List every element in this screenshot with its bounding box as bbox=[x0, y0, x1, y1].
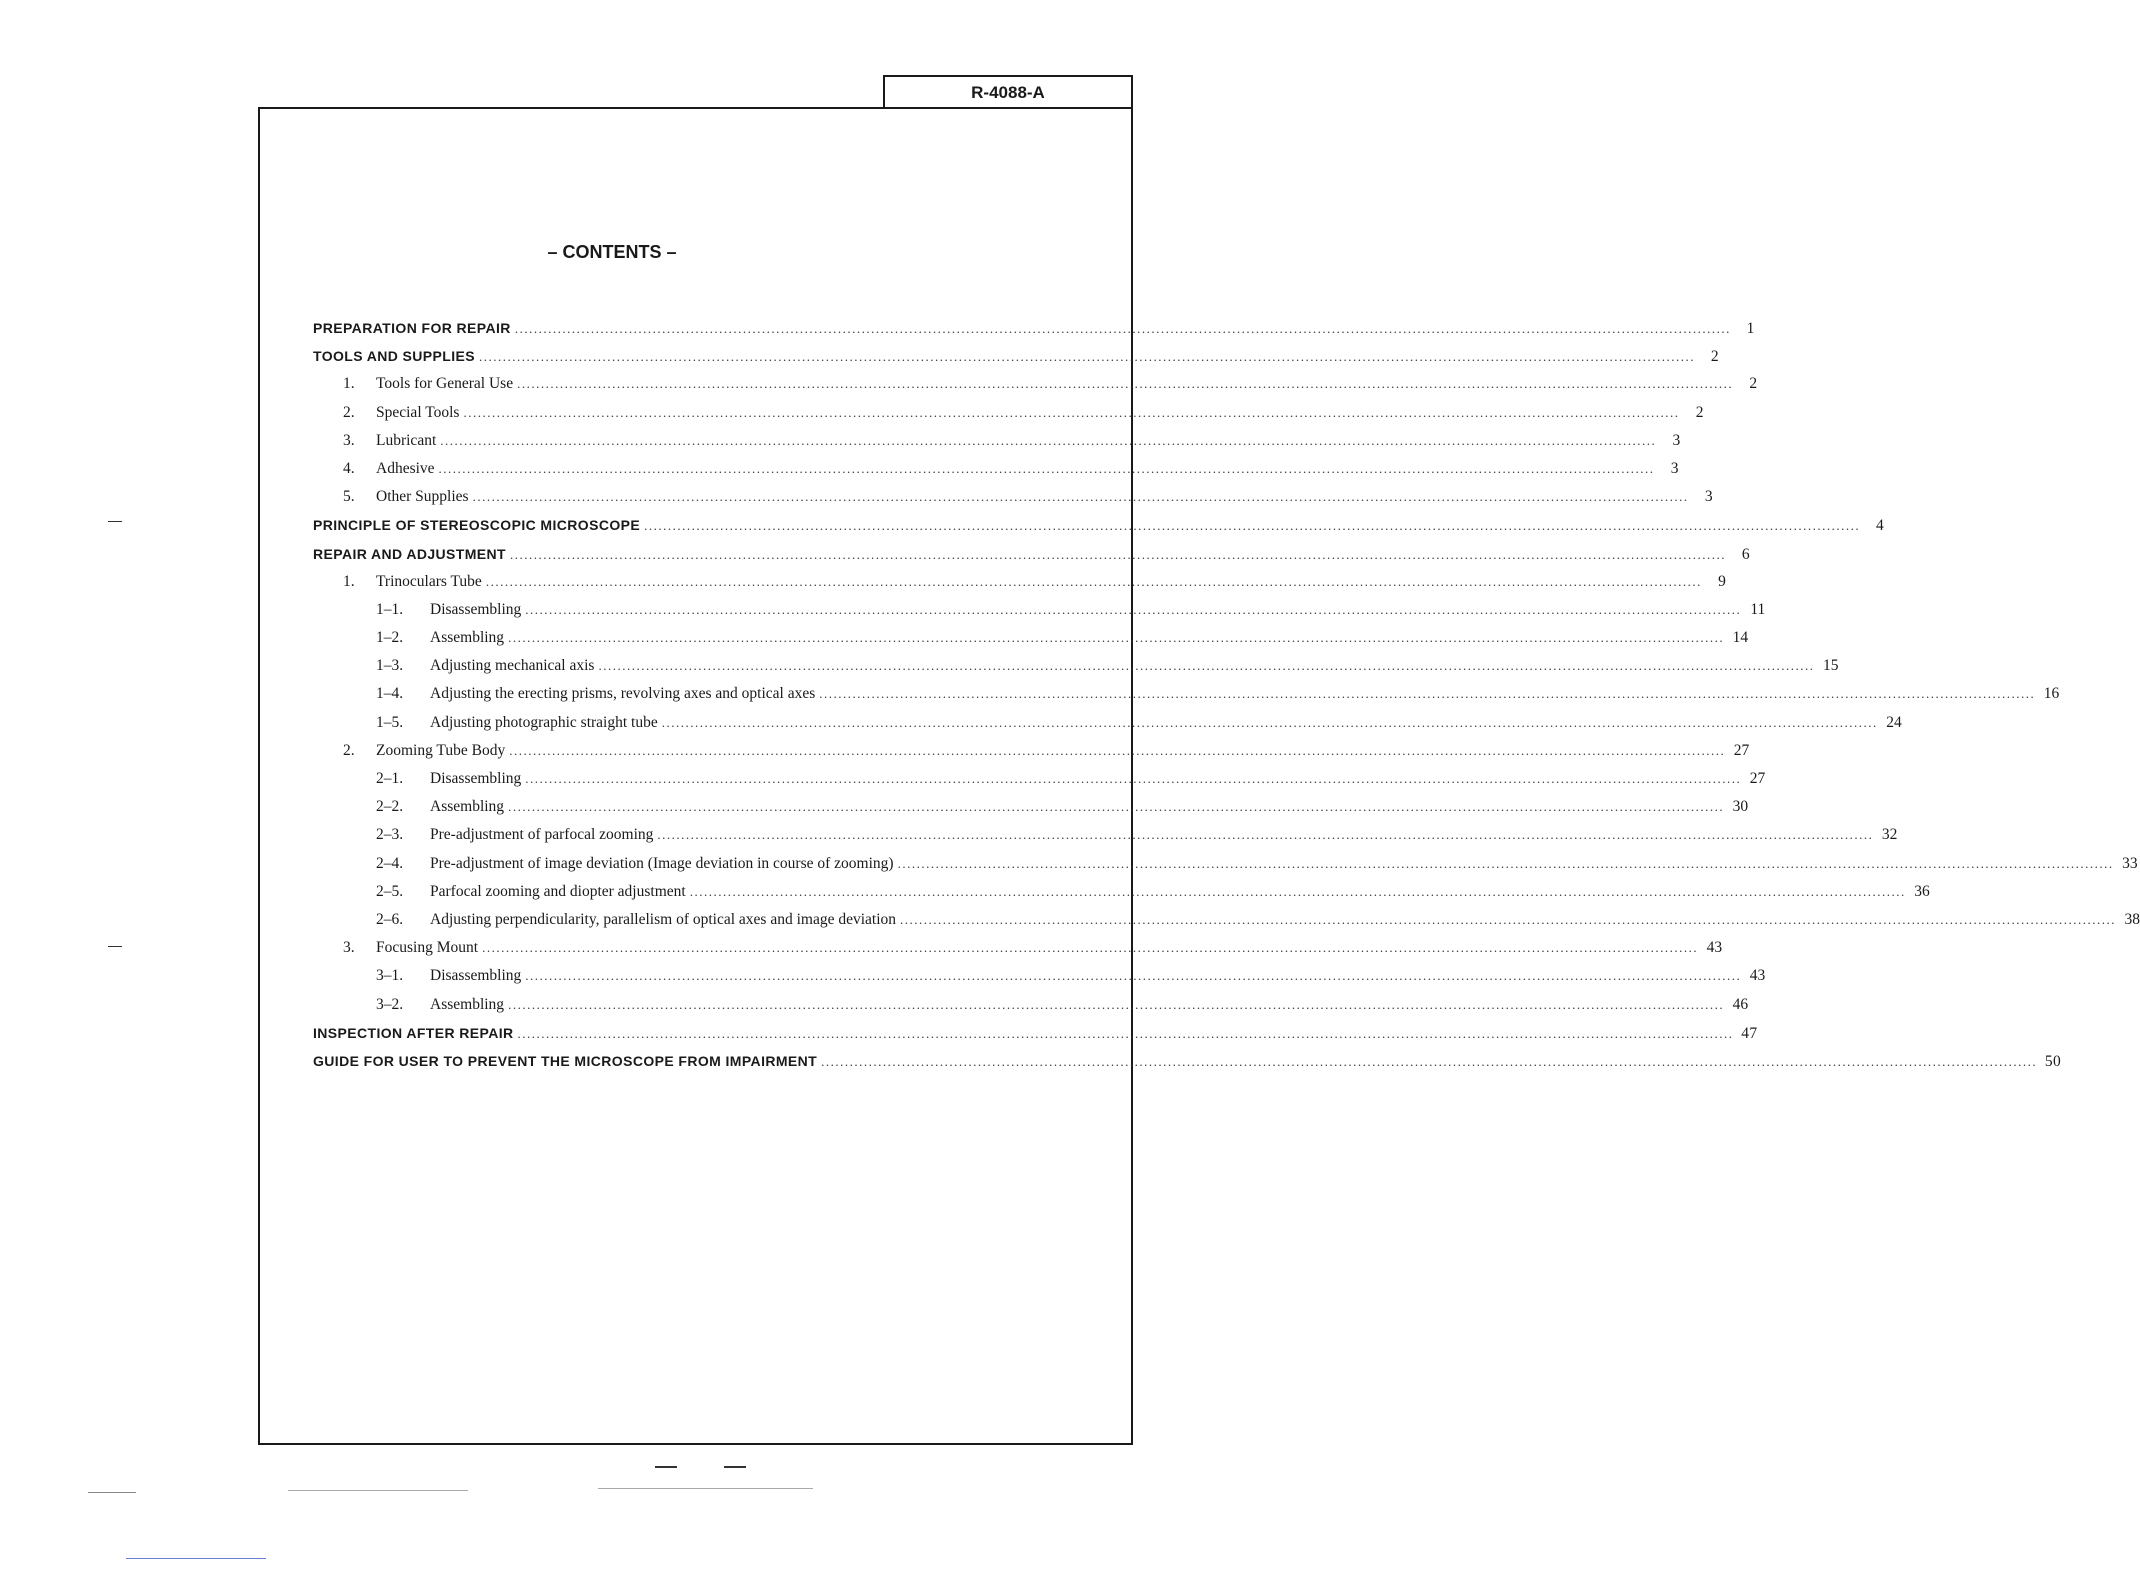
document-code: R-4088-A bbox=[971, 83, 1045, 102]
toc-entry-number: 2–5. bbox=[376, 882, 404, 900]
toc-leader-dots: ................................................................................................................................................................................................................................................................ bbox=[644, 518, 1861, 534]
toc-leader-dots: ................................................................................................................................................................................................................................................................ bbox=[517, 376, 1734, 392]
toc-entry-page: 24 bbox=[1886, 713, 1902, 731]
toc-leader-dots: ................................................................................................................................................................................................................................................................ bbox=[897, 855, 2114, 871]
toc-leader-dots: ................................................................................................................................................................................................................................................................ bbox=[509, 742, 1726, 758]
toc-entry-number: 1–1. bbox=[376, 600, 404, 618]
toc-entry bbox=[313, 399, 1704, 427]
toc-entry-title: Assembling bbox=[430, 629, 505, 647]
toc-entry-page: 3 bbox=[1672, 431, 1681, 449]
toc-entry-title: Adjusting photographic straight tube bbox=[430, 713, 658, 731]
toc-leader-dots: ................................................................................................................................................................................................................................................................ bbox=[510, 546, 1726, 562]
toc-entry-title: REPAIR AND ADJUSTMENT bbox=[313, 545, 506, 562]
toc-leader-dots: ................................................................................................................................................................................................................................................................ bbox=[657, 827, 1874, 843]
toc-entry-page: 16 bbox=[2043, 685, 2060, 703]
footer-rule-1 bbox=[88, 1492, 136, 1493]
contents-title: – CONTENTS – bbox=[547, 242, 677, 262]
toc-leader-dots: ................................................................................................................................................................................................................................................................ bbox=[472, 489, 1689, 505]
toc-entry-number: 2–1. bbox=[376, 770, 404, 787]
toc-entry-page: 47 bbox=[1741, 1024, 1758, 1042]
toc-leader-dots: ................................................................................................................................................................................................................................................................ bbox=[514, 321, 1731, 336]
toc-entry bbox=[313, 737, 1750, 765]
toc-leader-dots: ................................................................................................................................................................................................................................................................ bbox=[517, 1025, 1734, 1041]
toc-entry-page: 2 bbox=[1710, 348, 1719, 366]
toc-entry-number: 2–3. bbox=[376, 826, 404, 844]
toc-entry-title: Pre-adjustment of image deviation (Image deviation in course of zooming) bbox=[430, 854, 894, 872]
toc-entry-number: 1. bbox=[343, 572, 355, 590]
toc-entry bbox=[313, 793, 1749, 821]
toc-entry-page: 3 bbox=[1670, 459, 1679, 477]
toc-entry-page: 43 bbox=[1749, 967, 1766, 985]
toc-entry-title: Special Tools bbox=[376, 403, 460, 421]
toc-entry-title: Assembling bbox=[430, 798, 505, 816]
toc-entry-title: Adjusting mechanical axis bbox=[430, 657, 595, 675]
toc-entry bbox=[313, 962, 1766, 990]
toc-entry-number: 1–2. bbox=[376, 629, 404, 647]
toc-entry bbox=[313, 765, 1766, 793]
toc-entry bbox=[313, 511, 1885, 539]
toc-leader-dots: ................................................................................................................................................................................................................................................................ bbox=[482, 940, 1699, 956]
toc-leader-dots: ................................................................................................................................................................................................................................................................ bbox=[821, 1053, 2038, 1069]
toc-leader-dots: ................................................................................................................................................................................................................................................................ bbox=[508, 630, 1725, 646]
toc-entry-title: GUIDE FOR USER TO PREVENT THE MICROSCOPE FROM IMPAIRMENT bbox=[313, 1052, 818, 1069]
toc-entry-title: Focusing Mount bbox=[376, 939, 479, 957]
toc-entry bbox=[313, 455, 1679, 483]
toc-entry bbox=[313, 568, 1726, 596]
toc-entry-page: 11 bbox=[1750, 600, 1766, 618]
toc-entry-number: 5. bbox=[343, 488, 355, 506]
toc-entry bbox=[313, 596, 1766, 624]
toc-entry-title: Adjusting the erecting prisms, revolving axes and optical axes bbox=[430, 685, 816, 703]
toc-entry-title: INSPECTION AFTER REPAIR bbox=[313, 1024, 514, 1041]
toc-entry-title: Other Supplies bbox=[376, 488, 469, 506]
toc-entry-number: 2–6. bbox=[376, 910, 404, 928]
toc-entry-title: PREPARATION FOR REPAIR bbox=[313, 320, 511, 336]
footer-dash-2 bbox=[724, 1466, 746, 1468]
toc-entry bbox=[313, 709, 1902, 737]
toc-entry-number: 2. bbox=[343, 403, 355, 421]
toc-entry-number: 3. bbox=[343, 431, 355, 449]
toc-entry bbox=[313, 342, 1719, 370]
toc-entry bbox=[313, 1047, 2062, 1075]
toc-entry bbox=[313, 680, 2060, 708]
toc-entry bbox=[313, 821, 1898, 849]
toc-entry-page: 38 bbox=[2124, 910, 2140, 928]
toc-entry bbox=[313, 314, 1755, 342]
toc-entry-page: 30 bbox=[1732, 798, 1749, 816]
toc-entry-number: 3–1. bbox=[376, 967, 404, 985]
toc-entry-title: Adjusting perpendicularity, parallelism of optical axes and image deviation bbox=[430, 910, 897, 928]
toc-entry bbox=[313, 427, 1681, 455]
toc-entry-number: 2–2. bbox=[376, 798, 404, 816]
footer-rule-3 bbox=[598, 1488, 813, 1489]
document-code-tab bbox=[883, 75, 1133, 109]
toc-entry-title: Parfocal zooming and diopter adjustment bbox=[430, 882, 686, 900]
toc-entry-number: 3–2. bbox=[376, 995, 404, 1013]
toc-entry-title: TOOLS AND SUPPLIES bbox=[313, 348, 475, 365]
toc-entry-page: 1 bbox=[1746, 320, 1755, 337]
toc-leader-dots: ................................................................................................................................................................................................................................................................ bbox=[661, 714, 1878, 730]
toc-entry-page: 27 bbox=[1749, 770, 1766, 787]
toc-entry bbox=[313, 850, 2138, 878]
toc-entry-title: Disassembling bbox=[430, 770, 522, 787]
toc-leader-dots: ................................................................................................................................................................................................................................................................ bbox=[819, 686, 2036, 702]
toc-entry bbox=[313, 878, 1930, 906]
toc-entry-page: 9 bbox=[1718, 572, 1726, 590]
toc-entry-number: 4. bbox=[343, 459, 355, 477]
toc-entry-page: 43 bbox=[1706, 939, 1723, 957]
toc-entry-number: 2. bbox=[343, 741, 355, 759]
toc-entry bbox=[313, 540, 1750, 568]
toc-entry bbox=[313, 483, 1713, 511]
toc-entry bbox=[313, 991, 1749, 1019]
table-of-contents bbox=[313, 314, 2140, 1075]
toc-entry-number: 2–4. bbox=[376, 854, 404, 872]
toc-entry-page: 50 bbox=[2044, 1052, 2062, 1070]
toc-entry-title: Trinoculars Tube bbox=[376, 572, 482, 590]
toc-entry-title: Lubricant bbox=[376, 431, 437, 449]
toc-leader-dots: ................................................................................................................................................................................................................................................................ bbox=[485, 573, 1702, 589]
toc-entry bbox=[313, 1019, 1758, 1047]
toc-leader-dots: ................................................................................................................................................................................................................................................................ bbox=[479, 349, 1695, 365]
toc-entry-page: 32 bbox=[1881, 826, 1898, 844]
footer-rule-2 bbox=[288, 1490, 468, 1491]
toc-entry-title: Disassembling bbox=[430, 967, 522, 985]
toc-entry bbox=[313, 906, 2140, 934]
toc-entry bbox=[313, 624, 1749, 652]
toc-entry bbox=[313, 652, 1839, 680]
scan-mark-left-1 bbox=[108, 521, 122, 522]
footer-dash-1 bbox=[655, 1466, 677, 1468]
toc-leader-dots: ................................................................................................................................................................................................................................................................ bbox=[508, 799, 1725, 815]
toc-entry-page: 27 bbox=[1733, 741, 1750, 759]
toc-entry-title: PRINCIPLE OF STEREOSCOPIC MICROSCOPE bbox=[313, 517, 641, 534]
toc-entry bbox=[313, 934, 1723, 962]
toc-entry-page: 15 bbox=[1822, 657, 1839, 675]
toc-leader-dots: ................................................................................................................................................................................................................................................................ bbox=[900, 911, 2117, 927]
toc-entry-page: 46 bbox=[1732, 995, 1749, 1013]
toc-entry-title: Disassembling bbox=[430, 600, 522, 618]
toc-entry-number: 1–5. bbox=[376, 713, 404, 731]
toc-entry-page: 3 bbox=[1704, 488, 1713, 506]
toc-entry-title: Pre-adjustment of parfocal zooming bbox=[430, 826, 654, 844]
toc-entry-title: Assembling bbox=[430, 995, 505, 1013]
toc-leader-dots: ................................................................................................................................................................................................................................................................ bbox=[508, 996, 1725, 1012]
toc-leader-dots: ................................................................................................................................................................................................................................................................ bbox=[598, 658, 1815, 674]
toc-entry-number: 1–4. bbox=[376, 685, 404, 703]
toc-entry-page: 33 bbox=[2122, 854, 2138, 872]
toc-entry bbox=[313, 370, 1758, 398]
toc-entry-page: 2 bbox=[1749, 375, 1758, 393]
toc-entry-page: 6 bbox=[1741, 545, 1750, 563]
toc-entry-page: 2 bbox=[1695, 403, 1704, 421]
toc-entry-number: 3. bbox=[343, 939, 355, 957]
toc-entry-title: Zooming Tube Body bbox=[376, 741, 506, 759]
footer-rule-4 bbox=[126, 1558, 266, 1559]
toc-leader-dots: ................................................................................................................................................................................................................................................................ bbox=[525, 968, 1742, 984]
scan-mark-left-2 bbox=[108, 946, 122, 947]
toc-leader-dots: ................................................................................................................................................................................................................................................................ bbox=[463, 404, 1680, 420]
toc-leader-dots: ................................................................................................................................................................................................................................................................ bbox=[689, 883, 1906, 899]
toc-entry-page: 36 bbox=[1914, 882, 1930, 900]
toc-leader-dots: ................................................................................................................................................................................................................................................................ bbox=[525, 601, 1742, 617]
toc-entry-title: Tools for General Use bbox=[376, 375, 514, 393]
toc-leader-dots: ................................................................................................................................................................................................................................................................ bbox=[525, 771, 1742, 786]
toc-leader-dots: ................................................................................................................................................................................................................................................................ bbox=[440, 432, 1657, 448]
toc-entry-title: Adhesive bbox=[376, 459, 435, 477]
toc-entry-page: 14 bbox=[1732, 629, 1749, 647]
toc-leader-dots: ................................................................................................................................................................................................................................................................ bbox=[438, 460, 1655, 476]
toc-entry-number: 1. bbox=[343, 375, 355, 393]
toc-entry-page: 4 bbox=[1875, 517, 1885, 535]
toc-entry-number: 1–3. bbox=[376, 657, 404, 675]
